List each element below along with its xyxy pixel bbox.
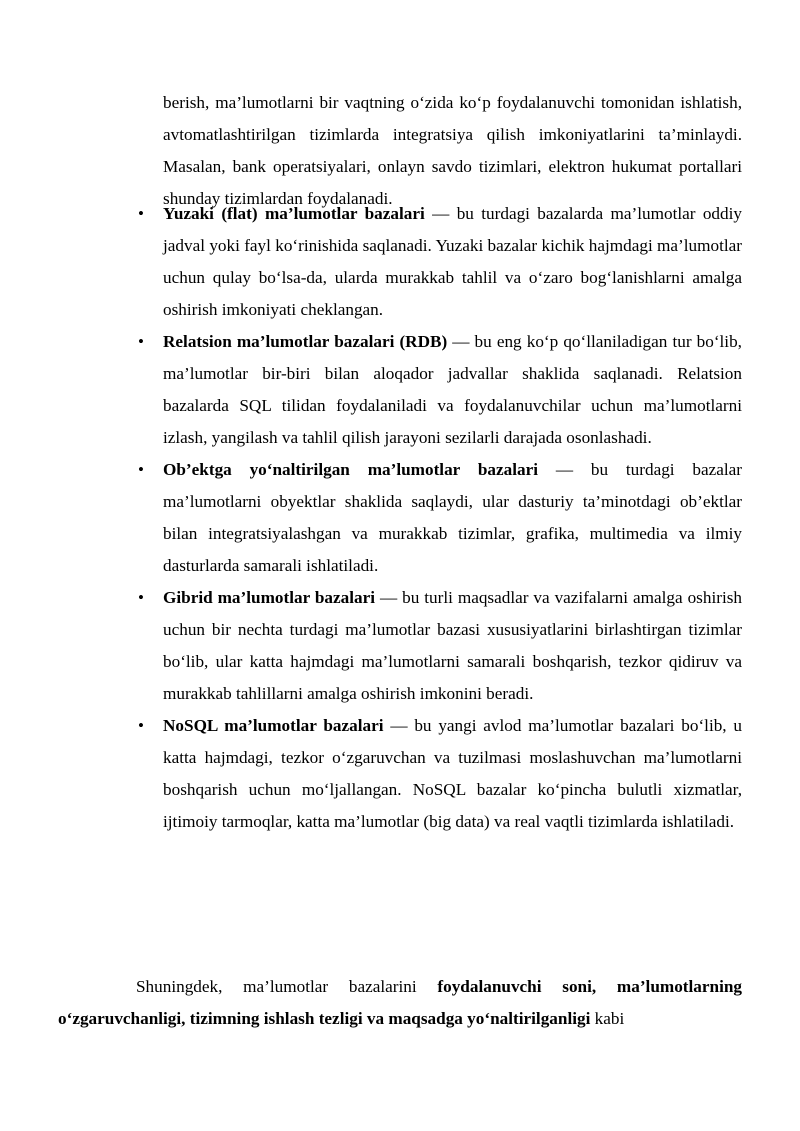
- item-text: — bu turdagi bazalarda ma’lumotlar oddiy jadval yoki fayl ko‘rinishida saqlanadi. Yuzaki bazalar kichik hajmdagi ma’lumotlar uchun qulay bo‘lsa-da, ularda murakkab tahlil va o‘zaro bog‘lanishlarni amalga oshirish imkoniyati cheklangan.: [163, 204, 742, 319]
- item-term: Gibrid ma’lumotlar bazalari: [163, 588, 376, 607]
- item-term: Yuzaki (flat) ma’lumotlar bazalari: [163, 204, 425, 223]
- list-item: [0, 582, 742, 710]
- final-text-end: kabi: [590, 1009, 625, 1029]
- item-term: NoSQL ma’lumotlar bazalari: [163, 716, 384, 735]
- bullet-icon: •: [138, 716, 144, 735]
- item-text: — bu turdagi bazalar ma’lumotlarni obyektlar shaklida saqlaydi, ular dasturiy ta’minotdagi ob’ektlar bilan integratsiyalashgan va murakkab tizimlar, grafika, multimedia va ilmiy dasturlarda samarali ishlatiladi.: [163, 460, 743, 575]
- item-text: — bu yangi avlod ma’lumotlar bazalari bo‘lib, u katta hajmdagi, tezkor o‘zgaruvchan va tuzilmasi moslashuvchan ma’lumotlarni boshqarish uchun mo‘ljallangan. NoSQL bazalar ko‘pincha bulutli xizmatlar, ijtimoiy tarmoqlar, katta ma’lumotlar (big data) va real vaqtli tizimlarda ishlatiladi.: [163, 716, 743, 831]
- list-item: [0, 454, 742, 582]
- bullet-icon: •: [138, 204, 144, 223]
- continuation-paragraph: berish, ma’lumotlarni bir vaqtning o‘zida ko‘p foydalanuvchi tomonidan ishlatish, avtomatlashtirilgan tizimlarda integratsiya qilish imkoniyatlarini ta’minlaydi. Masalan, bank operatsiyalari, onlayn savdo tizimlari, elektron hukumat portallari shunday tizimlardan foydalanadi.: [163, 93, 742, 209]
- list-item: [0, 326, 742, 454]
- list-item: [0, 710, 742, 838]
- bullet-icon: •: [138, 460, 144, 479]
- item-text: — bu eng ko‘p qo‘llaniladigan tur bo‘lib, ma’lumotlar bir-biri bilan aloqador jadvallar shaklida saqlanadi. Relatsion bazalarda SQL tilidan foydalaniladi va foydalanuvchilar uchun ma’lumotlarni izlash, yangilash va tahlil qilish jarayoni sezilarli darajada osonlashadi.: [163, 332, 742, 447]
- final-bold-text: foydalanuvchi soni, ma’lumotlarning o‘zgaruvchanligi, tizimning ishlash tezligi va maqsadga yo‘naltirilganligi: [58, 977, 743, 1029]
- database-types-list: [0, 198, 742, 838]
- item-term: Ob’ektga yo‘naltirilgan ma’lumotlar bazalari: [163, 460, 538, 479]
- item-term: Relatsion ma’lumotlar bazalari (RDB): [163, 332, 448, 351]
- final-paragraph: [58, 971, 742, 1035]
- item-text: — bu turli maqsadlar va vazifalarni amalga oshirish uchun bir nechta turdagi ma’lumotlar bazasi xususiyatlarini birlashtirgan tizimlar bo‘lib, ular katta hajmdagi ma’lumotlarni samarali boshqarish, tezkor qidiruv va murakkab tahlillarni amalga oshirish imkonini beradi.: [163, 588, 743, 703]
- list-item: [0, 198, 742, 326]
- bullet-icon: •: [138, 332, 144, 351]
- bullet-icon: •: [138, 588, 144, 607]
- final-text-start: Shuningdek, ma’lumotlar bazalarini: [136, 977, 438, 997]
